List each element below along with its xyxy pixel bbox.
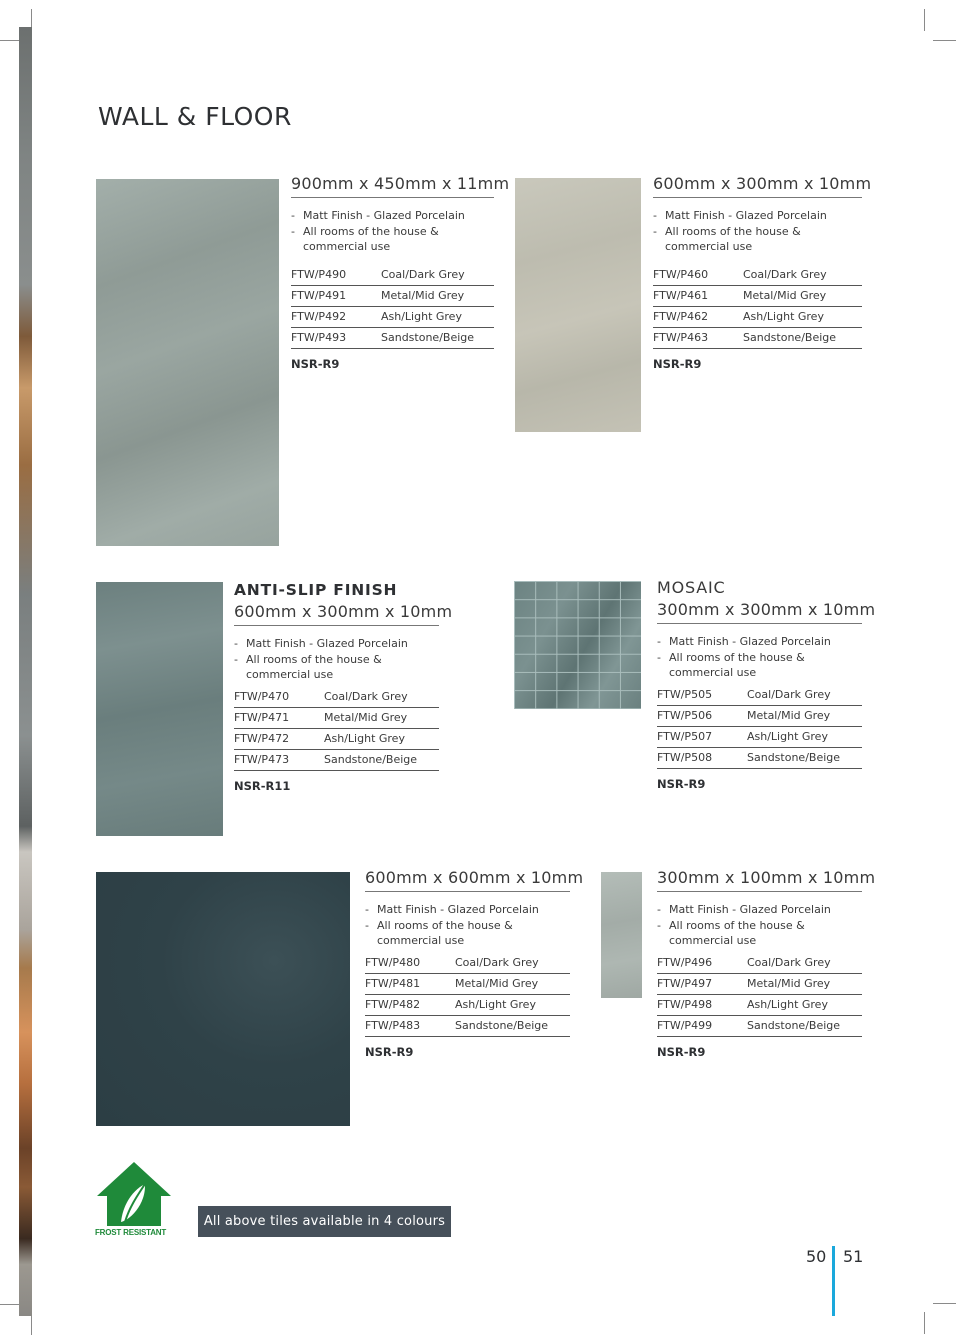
- crop-mark: [933, 1303, 956, 1304]
- feature-list: [653, 208, 862, 255]
- product-size: 600mm x 300mm x 10mm: [234, 602, 453, 621]
- product-spec-anti-slip: [234, 580, 453, 793]
- table-row: FTW/P480 Coal/Dark Grey: [365, 953, 570, 974]
- frost-resistant-label: FROST RESISTANT: [95, 1228, 167, 1237]
- feature-item: - Matt Finish - Glazed Porcelain: [657, 635, 831, 648]
- variant-table: [657, 685, 862, 769]
- divider: [653, 197, 862, 198]
- table-row: FTW/P499 Sandstone/Beige: [657, 1015, 862, 1036]
- feature-item: - All rooms of the house & commercial use: [657, 918, 805, 947]
- facing-page-photo-strip: [19, 27, 32, 1316]
- crop-mark: [924, 9, 925, 31]
- slip-rating: NSR-R9: [653, 356, 702, 371]
- table-row: FTW/P460 Coal/Dark Grey: [653, 265, 862, 286]
- table-row: FTW/P492 Ash/Light Grey: [291, 306, 494, 327]
- slip-rating: NSR-R9: [291, 356, 340, 371]
- feature-item: - All rooms of the house & commercial use: [365, 918, 513, 947]
- product-heading: ANTI-SLIP FINISH: [234, 581, 398, 599]
- page-number-left: 50: [806, 1247, 827, 1266]
- feature-list: [234, 636, 439, 683]
- product-spec-900x450: [291, 174, 510, 371]
- table-row: FTW/P473 Sandstone/Beige: [234, 749, 439, 770]
- tile-image-600x600: [96, 872, 350, 1126]
- feature-item: - All rooms of the house & commercial use: [657, 650, 805, 679]
- feature-item: - Matt Finish - Glazed Porcelain: [291, 209, 465, 222]
- tile-image-mosaic: [514, 581, 641, 709]
- feature-item: - Matt Finish - Glazed Porcelain: [653, 209, 827, 222]
- table-row: FTW/P493 Sandstone/Beige: [291, 327, 494, 348]
- table-row: FTW/P472 Ash/Light Grey: [234, 728, 439, 749]
- table-row: FTW/P461 Metal/Mid Grey: [653, 285, 862, 306]
- product-size: 900mm x 450mm x 11mm: [291, 174, 510, 193]
- product-spec-600x600: [365, 868, 584, 1059]
- divider: [657, 623, 862, 624]
- page-number-right: 51: [843, 1247, 864, 1266]
- slip-rating: NSR-R9: [657, 1044, 706, 1059]
- feature-list: [657, 902, 862, 949]
- crop-mark: [31, 1313, 32, 1335]
- table-row: FTW/P498 Ash/Light Grey: [657, 994, 862, 1015]
- feature-list: [365, 902, 570, 949]
- feature-item: - All rooms of the house & commercial use: [234, 652, 382, 681]
- variant-table: [657, 953, 862, 1037]
- table-row: FTW/P496 Coal/Dark Grey: [657, 953, 862, 974]
- slip-rating: NSR-R9: [657, 776, 706, 791]
- table-row: FTW/P471 Metal/Mid Grey: [234, 707, 439, 728]
- table-row: FTW/P506 Metal/Mid Grey: [657, 705, 862, 726]
- page-divider-bar: [832, 1246, 835, 1316]
- feature-item: - Matt Finish - Glazed Porcelain: [365, 903, 539, 916]
- variant-table: [365, 953, 570, 1037]
- table-row: FTW/P497 Metal/Mid Grey: [657, 973, 862, 994]
- divider: [291, 197, 494, 198]
- product-spec-600x300: [653, 174, 872, 371]
- divider: [365, 891, 570, 892]
- table-row: FTW/P463 Sandstone/Beige: [653, 327, 862, 348]
- table-row: FTW/P505 Coal/Dark Grey: [657, 685, 862, 706]
- feature-list: [657, 634, 862, 681]
- table-row: FTW/P482 Ash/Light Grey: [365, 994, 570, 1015]
- tile-image-300x100: [601, 872, 642, 998]
- product-size: 300mm x 100mm x 10mm: [657, 868, 876, 887]
- tile-image-anti-slip: [96, 582, 223, 836]
- colours-note: All above tiles available in 4 colours: [198, 1206, 451, 1237]
- feature-item: - Matt Finish - Glazed Porcelain: [234, 637, 408, 650]
- table-row: FTW/P508 Sandstone/Beige: [657, 747, 862, 768]
- table-row: FTW/P483 Sandstone/Beige: [365, 1015, 570, 1036]
- product-spec-mosaic: [657, 578, 876, 791]
- feature-item: - All rooms of the house & commercial use: [291, 224, 439, 253]
- product-size: 600mm x 600mm x 10mm: [365, 868, 584, 887]
- tile-image-900x450: [96, 179, 279, 546]
- feature-item: - Matt Finish - Glazed Porcelain: [657, 903, 831, 916]
- table-row: FTW/P481 Metal/Mid Grey: [365, 973, 570, 994]
- table-row: FTW/P462 Ash/Light Grey: [653, 306, 862, 327]
- table-row: FTW/P470 Coal/Dark Grey: [234, 687, 439, 708]
- product-spec-300x100: [657, 868, 876, 1059]
- table-row: FTW/P490 Coal/Dark Grey: [291, 265, 494, 286]
- slip-rating: NSR-R9: [365, 1044, 414, 1059]
- product-size: 600mm x 300mm x 10mm: [653, 174, 872, 193]
- product-heading: MOSAIC: [657, 578, 726, 597]
- tile-image-600x300: [515, 178, 641, 432]
- variant-table: [291, 265, 494, 349]
- feature-item: - All rooms of the house & commercial use: [653, 224, 801, 253]
- table-row: FTW/P491 Metal/Mid Grey: [291, 285, 494, 306]
- divider: [234, 625, 439, 626]
- variant-table: [653, 265, 862, 349]
- crop-mark: [924, 1312, 925, 1334]
- feature-list: [291, 208, 494, 255]
- crop-mark: [933, 40, 956, 41]
- page-title: WALL & FLOOR: [98, 102, 292, 131]
- table-row: FTW/P507 Ash/Light Grey: [657, 726, 862, 747]
- slip-rating: NSR-R11: [234, 778, 291, 793]
- variant-table: [234, 687, 439, 771]
- divider: [657, 891, 862, 892]
- product-size: 300mm x 300mm x 10mm: [657, 600, 876, 619]
